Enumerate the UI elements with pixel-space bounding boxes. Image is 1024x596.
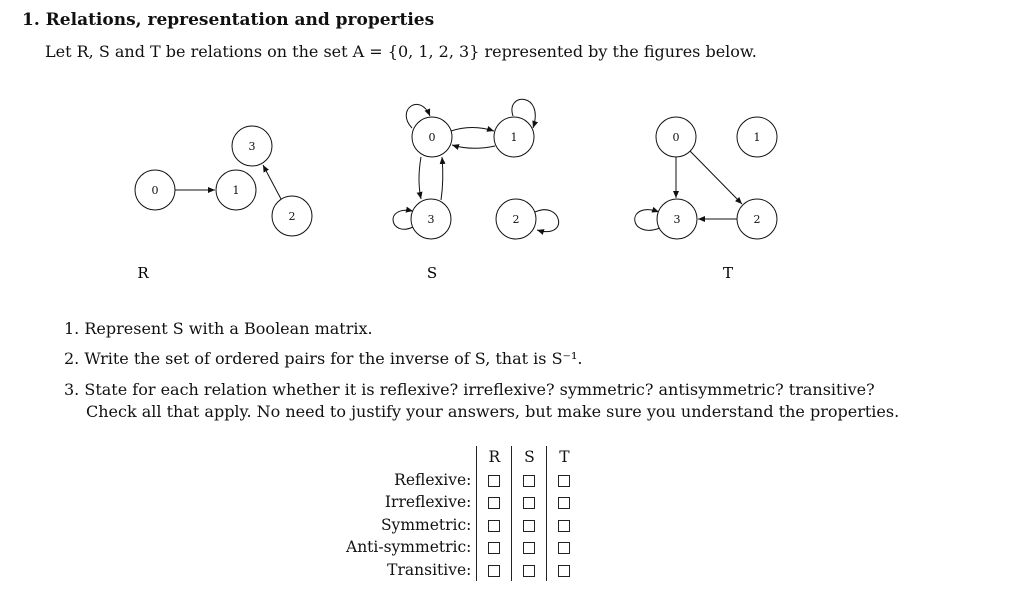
question-3: 3. State for each relation whether it is reflexive? irreflexive? symmetric? antisymmetric? transitive? xyxy=(64,380,875,399)
node-label: 1 xyxy=(510,131,518,144)
checkbox[interactable] xyxy=(523,520,535,532)
question-2: 2. Write the set of ordered pairs for the inverse of S, that is S⁻¹. xyxy=(64,349,583,368)
checkbox[interactable] xyxy=(523,497,535,509)
question-1: 1. Represent S with a Boolean matrix. xyxy=(64,319,373,338)
checkbox[interactable] xyxy=(523,475,535,487)
node-label: 0 xyxy=(151,184,159,197)
caption-T: T xyxy=(722,264,734,282)
checkbox[interactable] xyxy=(488,497,500,509)
node-label: 2 xyxy=(512,213,520,226)
caption-R: R xyxy=(137,264,149,282)
graph-S xyxy=(393,99,559,239)
node-label: 3 xyxy=(248,140,256,153)
checkbox[interactable] xyxy=(488,520,500,532)
checkbox[interactable] xyxy=(488,542,500,554)
node-label: 3 xyxy=(427,213,435,226)
caption-S: S xyxy=(426,264,438,282)
checkbox[interactable] xyxy=(488,565,500,577)
node-label: 1 xyxy=(232,184,240,197)
node-label: 2 xyxy=(288,210,296,223)
node-label: 1 xyxy=(753,131,761,144)
checkbox[interactable] xyxy=(558,520,570,532)
section-heading: 1. Relations, representation and properties xyxy=(22,10,435,30)
checkbox[interactable] xyxy=(558,475,570,487)
checkbox[interactable] xyxy=(558,542,570,554)
checkbox[interactable] xyxy=(523,565,535,577)
node-label: 0 xyxy=(428,131,436,144)
checkbox[interactable] xyxy=(523,542,535,554)
checkbox[interactable] xyxy=(558,565,570,577)
properties-table: R S T Reflexive: Irreflexive: Symmetric: Anti-symmetric: Transitive: xyxy=(340,446,581,581)
node-label: 3 xyxy=(673,213,681,226)
node-label: 0 xyxy=(672,131,680,144)
node-label: 2 xyxy=(753,213,761,226)
question-3-cont: Check all that apply. No need to justify your answers, but make sure you understand the properties. xyxy=(86,402,900,421)
graph-R xyxy=(135,126,312,236)
checkbox[interactable] xyxy=(558,497,570,509)
checkbox[interactable] xyxy=(488,475,500,487)
intro-text: Let R, S and T be relations on the set A = {0, 1, 2, 3} represented by the figures below. xyxy=(45,42,757,61)
